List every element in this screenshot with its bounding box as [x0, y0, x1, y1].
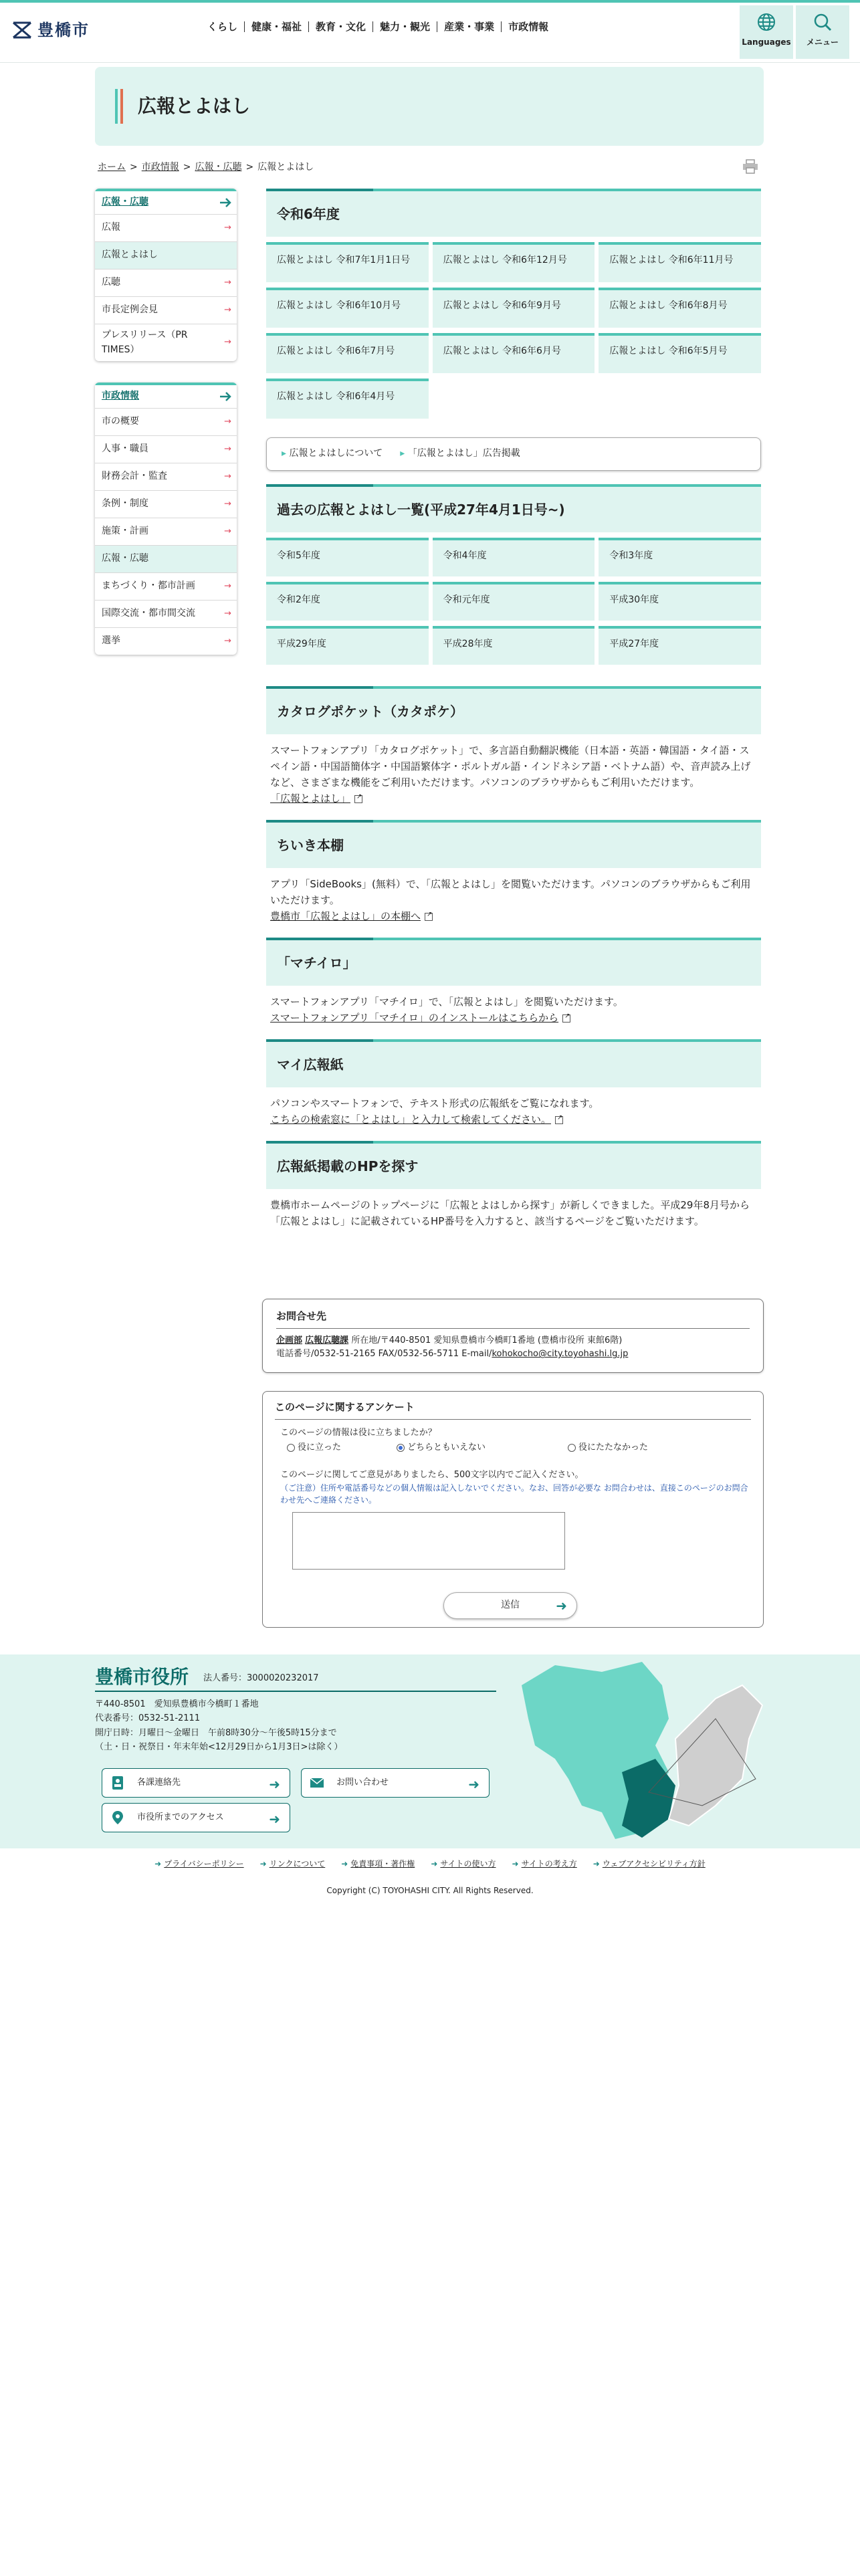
logo-mark-icon	[12, 21, 32, 39]
year-link[interactable]: 令和5年度	[266, 538, 429, 576]
inquiry-button[interactable]	[301, 1768, 490, 1798]
sidebar-item-label: 広報・広聴	[102, 553, 148, 564]
survey-note: このページに関してご意見がありましたら、500文字以内でご記入ください。	[280, 1469, 584, 1480]
contact-box	[262, 1299, 764, 1373]
contacts-button[interactable]	[102, 1768, 290, 1798]
search-icon	[813, 12, 833, 32]
machiiro-link[interactable]	[270, 1012, 558, 1024]
radio-not-useful[interactable]	[568, 1444, 576, 1452]
footer-link-policy[interactable]: ➜ サイトの考え方	[512, 1858, 577, 1870]
footer-divider	[95, 1691, 496, 1692]
arrow-icon: →	[224, 608, 231, 619]
year-link[interactable]: 令和4年度	[433, 538, 595, 576]
year-link[interactable]: 平成27年度	[599, 626, 761, 665]
arrow-icon: →	[224, 580, 231, 591]
option-label: どちらともいえない	[407, 1442, 486, 1453]
footer-link-accessibility[interactable]: ➜ ウェブアクセシビリティ方針	[593, 1858, 706, 1870]
access-button[interactable]	[102, 1803, 290, 1832]
sidebar-item-label: 財務会計・監査	[102, 471, 167, 482]
section-heading-past: 過去の広報とよはし一覧(平成27年4月1日号~)	[266, 484, 761, 532]
contact-section[interactable]: 広報広聴課	[305, 1335, 349, 1346]
section-heading-catalog: カタログポケット（カタポケ）	[266, 686, 761, 734]
sidebar-koho	[95, 189, 237, 361]
print-icon[interactable]	[742, 159, 758, 174]
sidebar-item-label: 施策・計画	[102, 526, 148, 537]
breadcrumb-current: 広報とよはし	[257, 162, 314, 173]
radio-useful[interactable]	[287, 1444, 295, 1452]
issue-link[interactable]: 広報とよはし 令和6年4月号	[266, 379, 429, 419]
issue-link[interactable]: 広報とよはし 令和6年6月号	[433, 333, 595, 373]
mail-icon	[310, 1776, 324, 1790]
sidebar-item-international[interactable]	[95, 600, 237, 627]
sidebar-item-ordinance[interactable]	[95, 490, 237, 518]
arrow-icon: →	[224, 304, 231, 315]
contact-line1	[276, 1334, 750, 1348]
arrow-right-icon: ➜	[269, 1811, 280, 1827]
hp-text: 豊橋市ホームページのトップページに「広報とよはしから探す」が新しくできました。平成29年8月号から「広報とよはし」に記載されているHP番号を入力すると、該当するページをご覧いただけます。	[270, 1199, 750, 1227]
catalog-body	[266, 734, 761, 807]
global-nav	[201, 21, 555, 32]
sidebar-item-kohotoyohashi[interactable]	[95, 241, 237, 269]
main-content	[266, 189, 761, 1229]
machiiro-body	[266, 986, 761, 1026]
arrow-right-icon	[219, 197, 231, 214]
sidebar-item-label: 人事・職員	[102, 443, 148, 455]
arrow-icon: →	[224, 337, 231, 348]
send-label: 送信	[501, 1600, 520, 1611]
catalog-link[interactable]	[270, 792, 350, 804]
section-heading-reiwa6: 令和6年度	[266, 189, 761, 237]
logo-text: 豊橋市	[37, 20, 90, 39]
survey-comment-field[interactable]	[292, 1512, 565, 1570]
section-heading-machiiro: 「マチイロ」	[266, 938, 761, 986]
sidebar-item-press-release[interactable]	[95, 324, 237, 361]
external-link-icon	[555, 1116, 563, 1124]
catalog-text: スマートフォンアプリ「カタログポケット」で、多言語自動翻訳機能（日本語・英語・韓国語・タイ語・スペイン語・中国語簡体字・中国語繁体字・ポルトガル語・インドネシア語・ベトナム語）や、音声読み上げなど、さまざまな機能をご利用いただけます。パソコンのブラウザからもご利用いただけます。	[270, 744, 751, 788]
sidebar-item-label: 市の概要	[102, 416, 139, 427]
machiiro-link-label: スマートフォンアプリ「マチイロ」のインストールはこちらから	[270, 1012, 559, 1024]
send-button[interactable]	[443, 1592, 577, 1619]
survey-title: このページに関するアンケート	[275, 1400, 751, 1420]
breadcrumb: ホーム > 市政情報 > 広報・広聴 > 広報とよはし	[98, 162, 314, 173]
issue-link[interactable]: 広報とよはし 令和6年11月号	[599, 242, 761, 282]
menu-label: メニュー	[806, 37, 839, 47]
link-ads[interactable]: ▸ 「広報とよはし」広告掲載	[400, 447, 520, 461]
related-links-box	[266, 437, 761, 471]
site-header	[0, 3, 860, 63]
sidebar-koho-title-label: 広報・広聴	[102, 197, 148, 208]
footer-tel-line: 代表番号：0532-51-2111	[95, 1713, 201, 1724]
sidebar-item-press-conference[interactable]	[95, 296, 237, 324]
catalog-link-label: 「広報とよはし」	[270, 792, 351, 804]
issue-link[interactable]: 広報とよはし 令和6年5月号	[599, 333, 761, 373]
arrow-right-icon: ➜	[269, 1776, 280, 1792]
section-heading-hp: 広報紙掲載のHPを探す	[266, 1141, 761, 1189]
mykoho-body	[266, 1087, 761, 1128]
issue-link[interactable]: 広報とよはし 令和6年10月号	[266, 288, 429, 328]
sidebar-item-personnel[interactable]	[95, 435, 237, 463]
option-not-useful[interactable]	[568, 1441, 648, 1455]
nav-health[interactable]: 健康・福祉	[244, 21, 308, 32]
survey-question: このページの情報は役に立ちましたか？	[280, 1428, 437, 1438]
mykoho-link-label: こちらの検索窓に「とよはし」と入力して検索してください。	[270, 1113, 552, 1125]
sidebar-item-urban-planning[interactable]	[95, 572, 237, 600]
footer-hours-line: 開庁日時：月曜日～金曜日 午前8時30分～午後5時15分まで	[95, 1727, 337, 1738]
chiiki-body	[266, 868, 761, 924]
year-link[interactable]: 令和3年度	[599, 538, 761, 576]
footer-hours-note: （土・日・祝祭日・年末年始<12月29日から1月3日>は除く）	[95, 1742, 343, 1753]
year-link[interactable]: 平成29年度	[266, 626, 429, 665]
languages-label: Languages	[742, 37, 791, 47]
footer-city-name: 豊橋市役所	[95, 1666, 189, 1688]
footer-address	[95, 1697, 342, 1755]
external-link-icon	[354, 795, 362, 803]
hp-body	[266, 1189, 761, 1229]
arrow-right-icon	[219, 391, 231, 408]
sidebar-item-label: まちづくり・都市計画	[102, 580, 195, 592]
sidebar-item-policy[interactable]	[95, 518, 237, 545]
chiiki-link-label: 豊橋市「広報とよはし」の本棚へ	[270, 910, 421, 922]
option-neutral[interactable]	[397, 1441, 568, 1455]
arrow-icon: →	[224, 443, 231, 454]
contact-line2	[276, 1348, 750, 1361]
inquiry-button-label: お問い合わせ	[336, 1777, 389, 1788]
sidebar-item-label: 市長定例会見	[102, 304, 158, 316]
access-button-label: 市役所までのアクセス	[137, 1812, 224, 1822]
sidebar-citygov-title[interactable]	[95, 383, 237, 408]
contact-dept: 企画部	[276, 1335, 303, 1346]
option-label: 役にたたなかった	[578, 1442, 649, 1453]
survey-warning: （ご注意）住所や電話番号などの個人情報は記入しないでください。なお、回答が必要な お問合わせは、直接このページのお問合わせ先へご連絡ください。	[280, 1483, 748, 1505]
external-link-icon	[562, 1014, 570, 1023]
survey-options	[275, 1441, 751, 1455]
mykoho-link[interactable]	[270, 1113, 551, 1125]
chiiki-link[interactable]	[270, 910, 421, 922]
title-bars-icon	[115, 89, 124, 124]
arrow-icon: →	[224, 277, 231, 288]
issue-link[interactable]: 広報とよはし 令和7年1月1日号	[266, 242, 429, 282]
sidebar-item-koho[interactable]	[95, 214, 237, 241]
footer-addr-line: 〒440-8501 愛知県豊橋市今橋町１番地	[95, 1699, 259, 1709]
issue-link[interactable]: 広報とよはし 令和6年12月号	[433, 242, 595, 282]
past-years-grid	[266, 538, 761, 665]
copyright: Copyright (C) TOYOHASHI CITY. All Rights Reserved.	[326, 1886, 534, 1895]
aichi-map-illustration	[515, 1658, 766, 1844]
arrow-icon: →	[224, 222, 231, 233]
sidebar-item-label: 選挙	[102, 635, 120, 647]
sidebar-item-label: 広聴	[102, 277, 120, 288]
footer-corp-number: 法人番号：3000020232017	[203, 1673, 319, 1683]
contact-email-link[interactable]: kohokocho@city.toyohashi.lg.jp	[492, 1349, 629, 1360]
option-useful[interactable]	[287, 1441, 397, 1455]
section-heading-chiiki: ちいき本棚	[266, 820, 761, 868]
sidebar-item-finance[interactable]	[95, 463, 237, 490]
mykoho-text: パソコンやスマートフォンで、テキスト形式の広報紙をご覧になれます。	[270, 1097, 599, 1109]
contact-phone: 電話番号/0532-51-2165 FAX/0532-56-5711 E-mail/	[276, 1349, 492, 1360]
menu-button[interactable]	[796, 5, 849, 59]
sidebar-item-label: 広報	[102, 222, 120, 233]
sidebar-item-label: 条例・制度	[102, 498, 148, 510]
section-heading-mykoho: マイ広報紙	[266, 1039, 761, 1087]
year-link[interactable]: 平成28年度	[433, 626, 595, 665]
nav-kurashi[interactable]: くらし	[207, 21, 238, 33]
issue-link[interactable]: 広報とよはし 令和6年7月号	[266, 333, 429, 373]
issue-link[interactable]: 広報とよはし 令和6年9月号	[433, 288, 595, 328]
languages-button[interactable]	[740, 5, 793, 59]
sidebar-item-election[interactable]	[95, 627, 237, 655]
globe-icon	[756, 12, 776, 32]
arrow-icon: →	[224, 498, 231, 509]
issue-link[interactable]: 広報とよはし 令和6年8月号	[599, 288, 761, 328]
sidebar-item-label: プレスリリース（PR TIMES）	[102, 329, 188, 355]
site-logo[interactable]	[12, 17, 90, 42]
contact-address: 所在地/〒440-8501 愛知県豊橋市今橋町1番地 (豊橋市役所 東館6階)	[351, 1335, 623, 1346]
radio-neutral[interactable]	[397, 1444, 405, 1452]
nav-tourism[interactable]: 魅力・観光	[372, 21, 437, 32]
arrow-icon: →	[224, 471, 231, 481]
breadcrumb-koho[interactable]: 広報・広聴	[195, 162, 242, 173]
sidebar-koho-title[interactable]	[95, 189, 237, 214]
link-about[interactable]: ▸ 広報とよはしについて	[282, 447, 383, 461]
sidebar-item-label: 広報とよはし	[102, 249, 158, 261]
option-label: 役に立った	[298, 1442, 342, 1453]
nav-citygov[interactable]: 市政情報	[501, 21, 555, 32]
external-link-icon	[425, 913, 433, 921]
contact-title: お問合せ先	[276, 1309, 750, 1329]
breadcrumb-citygov[interactable]: 市政情報	[141, 162, 179, 173]
sidebar-item-label: 国際交流・都市間交流	[102, 608, 195, 619]
nav-education[interactable]: 教育・文化	[308, 21, 372, 32]
sidebar-item-kocho[interactable]	[95, 269, 237, 296]
footer-link-howto[interactable]: ➜ サイトの使い方	[431, 1858, 496, 1870]
phonebook-icon	[110, 1776, 125, 1790]
sidebar-citygov	[95, 383, 237, 655]
footer-nav	[0, 1858, 860, 1870]
page-title-banner	[95, 67, 764, 146]
reiwa6-issue-grid	[266, 242, 761, 419]
sidebar-item-koho-kocho[interactable]	[95, 545, 237, 572]
footer-link-disclaimer[interactable]: ➜ 免責事項・著作権	[341, 1858, 415, 1870]
arrow-icon: →	[224, 416, 231, 427]
footer-link-privacy[interactable]: ➜ プライバシーポリシー	[154, 1858, 243, 1870]
sidebar-citygov-title-label: 市政情報	[102, 391, 139, 402]
chiiki-text: アプリ「SideBooks」(無料）で、「広報とよはし」を閲覧いただけます。パソコンのブラウザからもご利用いただけます。	[270, 878, 751, 906]
contacts-button-label: 各課連絡先	[137, 1777, 181, 1788]
arrow-right-icon: ➜	[468, 1776, 479, 1792]
arrow-icon: →	[224, 526, 231, 536]
year-link[interactable]: 令和元年度	[433, 582, 595, 621]
arrow-icon: →	[224, 635, 231, 646]
nav-industry[interactable]: 産業・事業	[437, 21, 501, 32]
page-title: 広報とよはし	[138, 95, 251, 118]
footer-link-links[interactable]: ➜ リンクについて	[260, 1858, 326, 1870]
year-link[interactable]: 令和2年度	[266, 582, 429, 621]
sidebar-item-overview[interactable]	[95, 408, 237, 435]
year-link[interactable]: 平成30年度	[599, 582, 761, 621]
breadcrumb-home[interactable]: ホーム	[98, 162, 126, 173]
map-pin-icon	[110, 1810, 125, 1825]
arrow-right-icon: ➜	[556, 1597, 567, 1614]
machiiro-text: スマートフォンアプリ「マチイロ」で、「広報とよはし」を閲覧いただけます。	[270, 996, 623, 1008]
survey-box	[262, 1391, 764, 1628]
